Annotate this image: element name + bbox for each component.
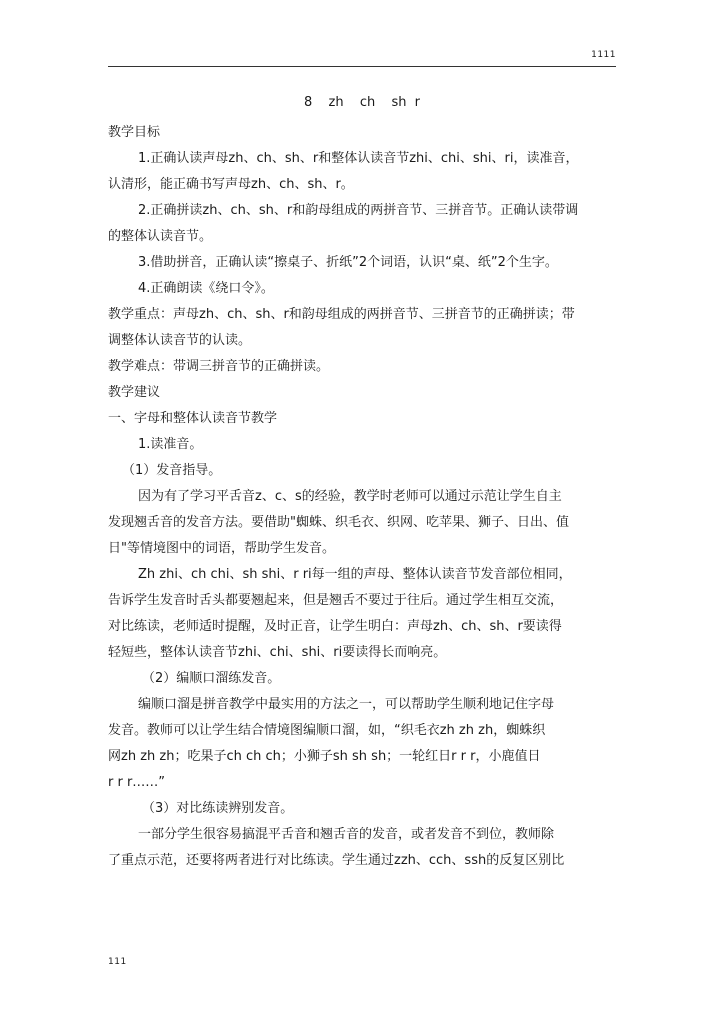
text-line: 1.正确认读声母zh、ch、sh、r和整体认读音节zhi、chi、shi、ri，读准音， (138, 151, 579, 166)
footer-page-number: 111 (108, 957, 127, 967)
header-page-number: 1111 (591, 50, 616, 60)
text-line: 告诉学生发音时舌头都要翘起来，但是翘舌不要过于往后。通过学生相互交流， (108, 593, 564, 608)
text-line: Zh zhi、ch chi、sh shi、r ri每一组的声母、整体认读音节发音部位相同， (138, 567, 572, 582)
text-line: 编顺口溜是拼音教学中最实用的方法之一，可以帮助学生顺利地记住字母 (138, 697, 555, 712)
header-divider (108, 66, 616, 67)
text-line: 调整体认读音节的认读。 (108, 333, 252, 348)
text-line: 认清形，能正确书写声母zh、ch、sh、r。 (108, 177, 354, 192)
text-line: 教学重点：声母zh、ch、sh、r和韵母组成的两拼音节、三拼音节的正确拼读；带 (108, 307, 575, 322)
text-line: （2）编顺口溜练发音。 (142, 671, 281, 686)
text-line: 日"等情境图中的词语，帮助学生发音。 (108, 541, 335, 556)
text-line: 2.正确拼读zh、ch、sh、r和韵母组成的两拼音节、三拼音节。正确认读带调 (138, 203, 579, 218)
paragraph-lines (108, 120, 616, 874)
text-line: 了重点示范，还要将两者进行对比练读。学生通过zzh、cch、ssh的反复区别比 (108, 853, 565, 868)
lesson-title: 8 zh ch sh r (303, 95, 420, 110)
text-line: 一部分学生很容易搞混平舌音和翘舌音的发音，或者发音不到位，教师除 (138, 827, 555, 842)
text-line: （3）对比练读辨别发音。 (142, 801, 294, 816)
text-line: 3.借助拼音，正确认读“擦桌子、折纸”2个词语，认识“桌、纸”2个生字。 (138, 255, 558, 270)
text-line: 发音。教师可以让学生结合情境图编顺口溜，如，“织毛衣zh zh zh，蜘蛛织 (108, 723, 546, 738)
text-line: 轻短些，整体认读音节zhi、chi、shi、ri要读得长而响亮。 (108, 645, 447, 660)
text-line: 教学难点：带调三拼音节的正确拼读。 (108, 359, 330, 374)
text-line: 因为有了学习平舌音z、c、s的经验，教学时老师可以通过示范让学生自主 (138, 489, 562, 504)
text-line: 一、字母和整体认读音节教学 (108, 411, 278, 426)
text-line: 对比练读，老师适时提醒，及时正音，让学生明白：声母zh、ch、sh、r要读得 (108, 619, 562, 634)
document-body (108, 90, 616, 874)
text-line: 1.读准音。 (138, 437, 203, 452)
text-line: 4.正确朗读《绕口令》。 (138, 281, 274, 296)
text-line: 教学目标 (108, 125, 161, 140)
text-line: 的整体认读音节。 (108, 229, 213, 244)
text-line: （1）发音指导。 (122, 463, 222, 478)
text-line: 教学建议 (108, 385, 161, 400)
text-line: 网zh zh zh；吃果子ch ch ch；小狮子sh sh sh；一轮红日r r r，小鹿值日 (108, 749, 541, 764)
text-line: r r r……” (108, 775, 166, 790)
text-line: 发现翘舌音的发音方法。要借助"蜘蛛、织毛衣、织网、吃苹果、狮子、日出、值 (108, 515, 569, 530)
